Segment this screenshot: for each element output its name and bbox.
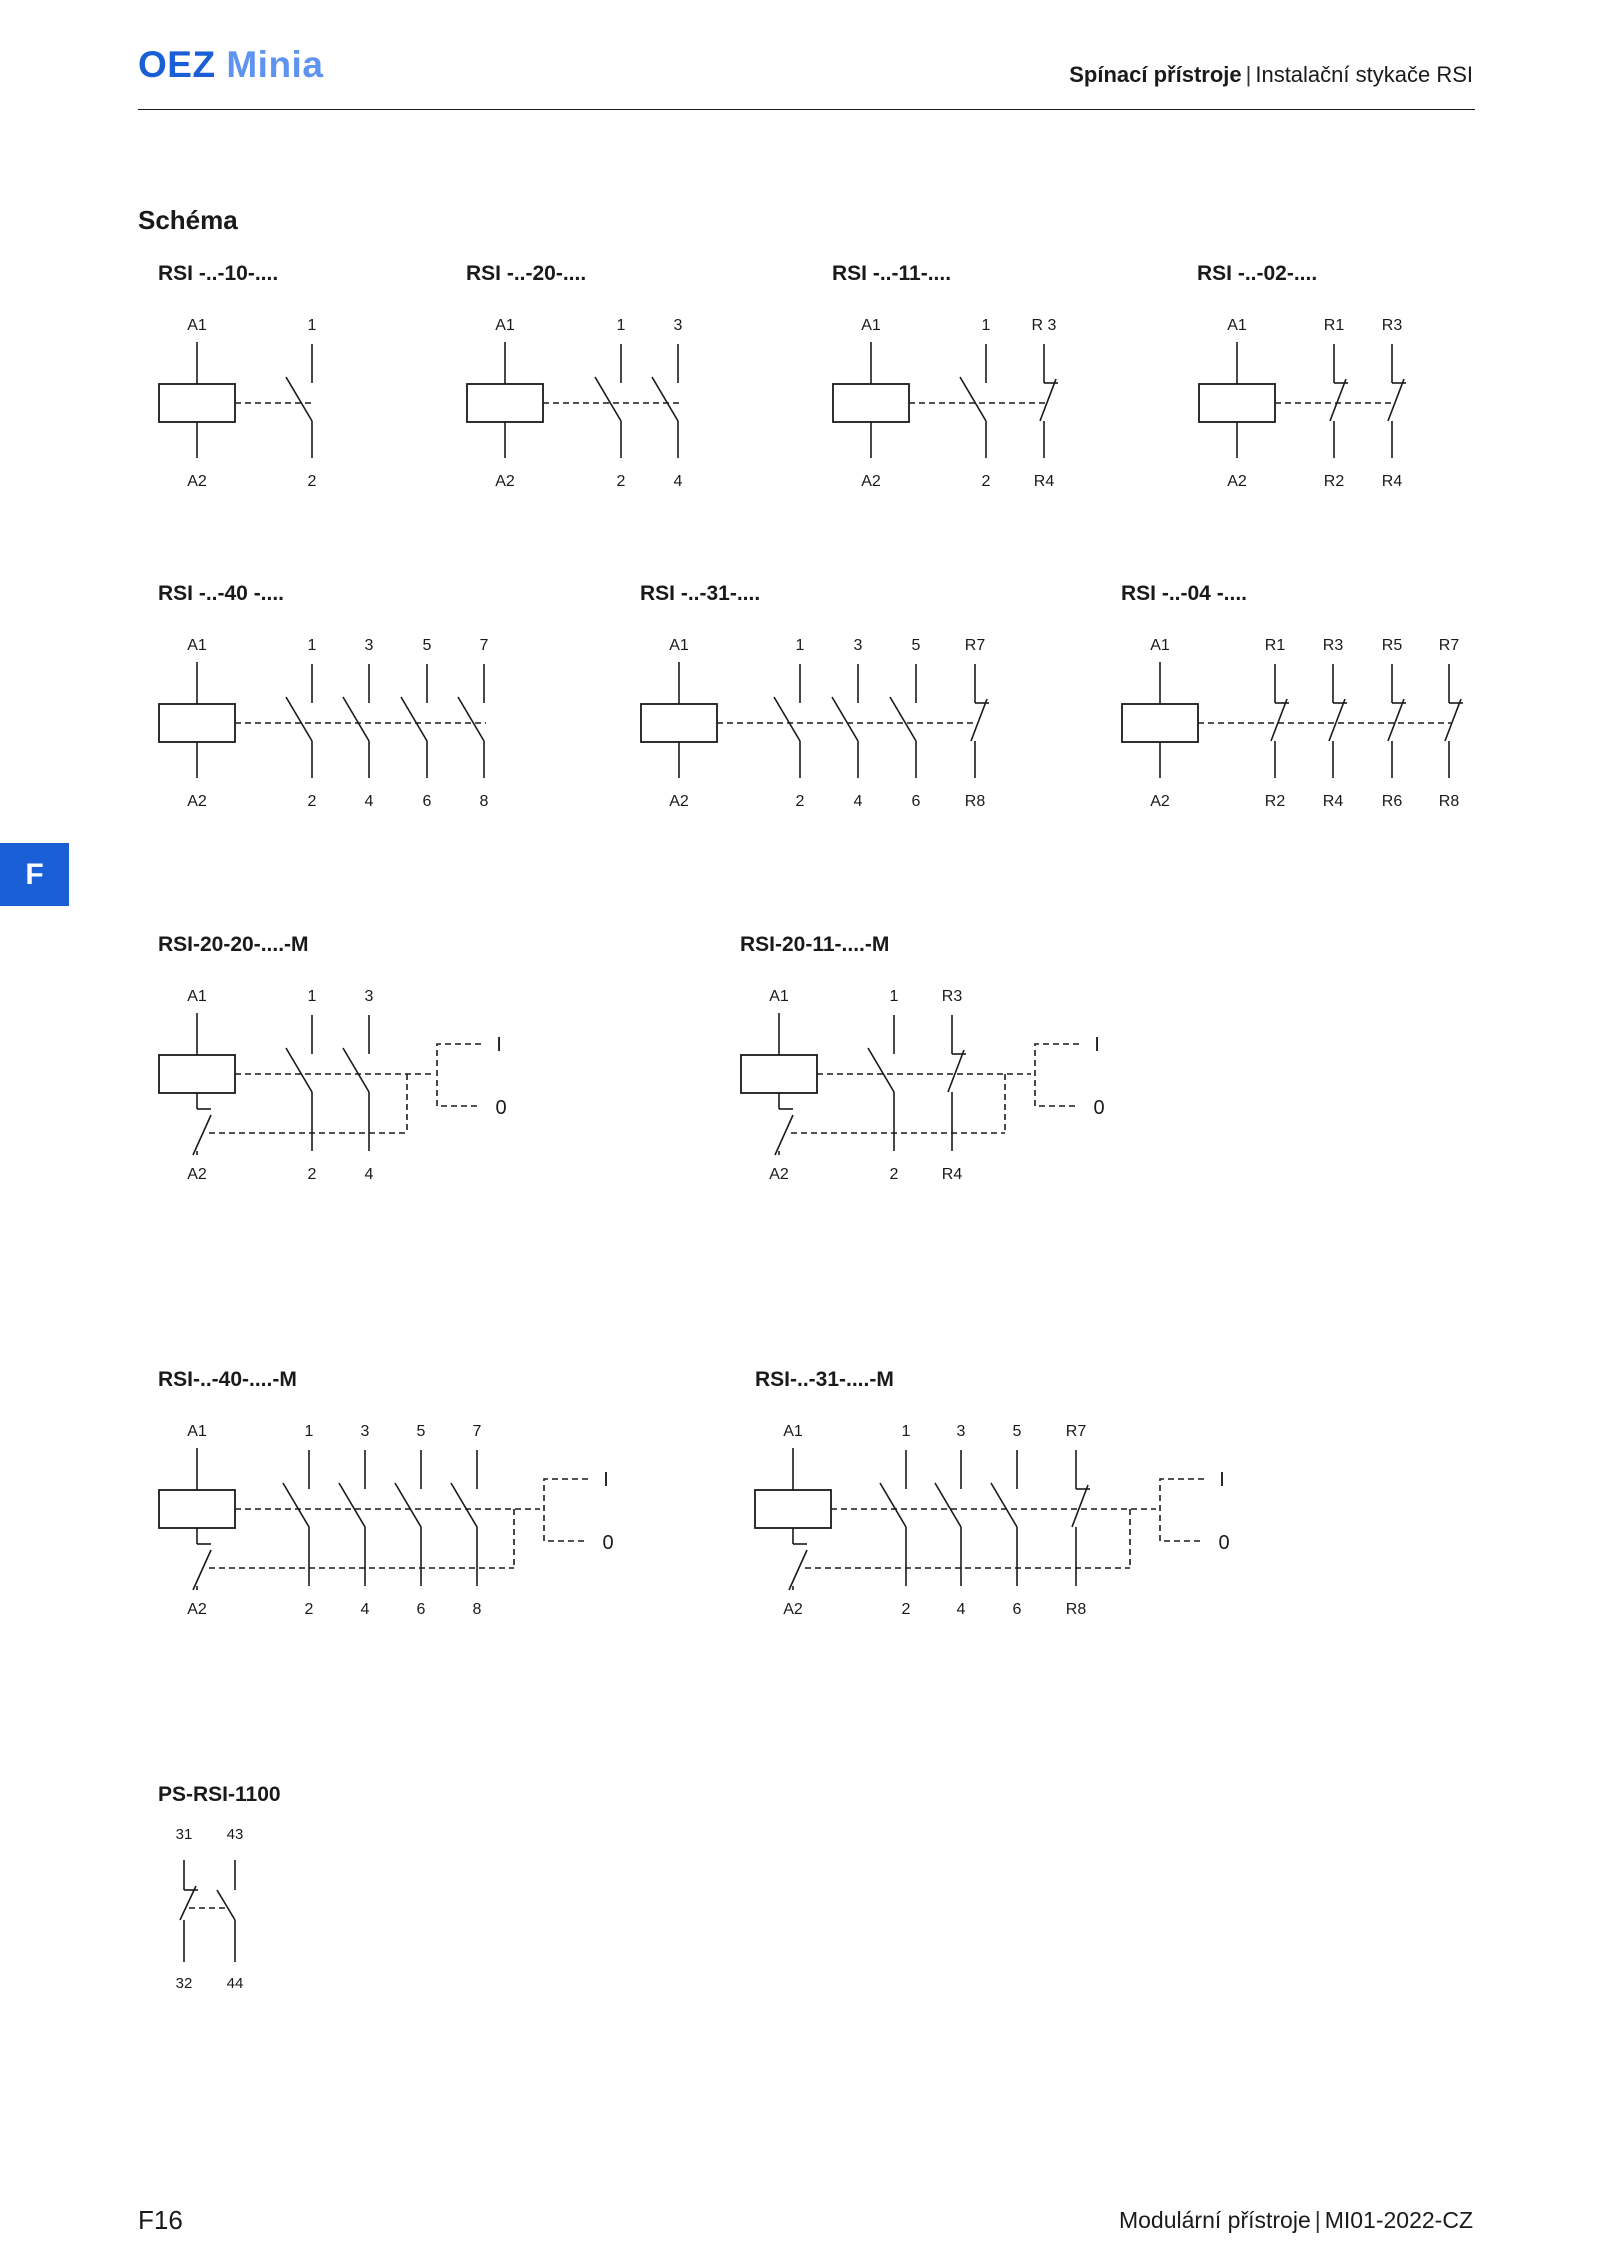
nc-contact-blade — [180, 1886, 196, 1920]
terminal-bottom-label: 2 — [889, 1166, 899, 1183]
terminal-bottom-label: 2 — [901, 1601, 911, 1618]
terminal-top-label: 1 — [616, 317, 626, 334]
manual-switch-bracket — [1035, 1044, 1079, 1106]
terminal-bottom-label: R4 — [1381, 473, 1403, 490]
terminal-top-label: 1 — [795, 637, 805, 654]
no-contact-blade — [286, 697, 312, 741]
diagram-title: RSI -..-20-.... — [466, 262, 587, 285]
coil-rect — [741, 1055, 817, 1093]
coil-terminal-a2: A2 — [187, 1166, 207, 1183]
terminal-bottom-label: 32 — [175, 1975, 193, 1992]
coil-terminal-a2: A2 — [861, 473, 881, 490]
diagram-title: RSI-20-20-....-M — [158, 933, 309, 956]
logo-brand: OEZ — [138, 44, 216, 85]
terminal-bottom-label: 2 — [307, 473, 317, 490]
terminal-bottom-label: 4 — [364, 793, 374, 810]
coil-terminal-a2: A2 — [187, 1601, 207, 1618]
logo-product: Minia — [226, 44, 324, 85]
nc-contact-blade — [1388, 699, 1404, 741]
terminal-top-label: 1 — [981, 317, 991, 334]
coil-terminal-a1: A1 — [495, 317, 515, 334]
manual-on-label: I — [1219, 1469, 1225, 1491]
coil-terminal-a2: A2 — [187, 793, 207, 810]
terminal-top-label: 7 — [479, 637, 489, 654]
aux-blade — [789, 1550, 807, 1590]
no-contact-blade — [652, 377, 678, 421]
coil-rect — [159, 704, 235, 742]
nc-contact-blade — [948, 1050, 964, 1092]
no-contact-blade — [868, 1048, 894, 1092]
manual-switch-bracket — [437, 1044, 481, 1106]
no-contact-blade — [395, 1483, 421, 1527]
terminal-bottom-label: R8 — [964, 793, 986, 810]
no-contact-blade — [343, 1048, 369, 1092]
coil-terminal-a2: A2 — [495, 473, 515, 490]
terminal-bottom-label: 2 — [616, 473, 626, 490]
coil-rect — [159, 1055, 235, 1093]
manual-off-label: 0 — [1218, 1532, 1230, 1554]
terminal-top-label: R7 — [1065, 1423, 1087, 1440]
coil-terminal-a1: A1 — [187, 637, 207, 654]
diagram-2 — [466, 262, 683, 490]
no-contact-blade — [960, 377, 986, 421]
coil-rect — [159, 384, 235, 422]
terminal-bottom-label: 4 — [853, 793, 863, 810]
terminal-bottom-label: R8 — [1438, 793, 1460, 810]
diagram-title: RSI-..-31-....-M — [755, 1368, 894, 1391]
coil-terminal-a2: A2 — [669, 793, 689, 810]
terminal-top-label: 5 — [911, 637, 921, 654]
coil-rect — [159, 1490, 235, 1528]
footer-catalog-code: MI01-2022-CZ — [1324, 2207, 1473, 2233]
diagram-title: RSI -..-02-.... — [1197, 262, 1318, 285]
terminal-bottom-label: 2 — [307, 793, 317, 810]
terminal-top-label: 3 — [673, 317, 683, 334]
diagram-7 — [1121, 582, 1463, 810]
no-contact-blade — [283, 1483, 309, 1527]
aux-blade — [193, 1550, 211, 1590]
terminal-top-label: R7 — [1438, 637, 1460, 654]
nc-contact-blade — [1040, 379, 1056, 421]
terminal-top-label: R7 — [964, 637, 986, 654]
manual-on-label: I — [1094, 1034, 1100, 1056]
coil-rect — [1199, 384, 1275, 422]
header-separator: | — [1245, 62, 1252, 87]
terminal-bottom-label: R4 — [941, 1166, 963, 1183]
manual-switch-bracket — [544, 1479, 588, 1541]
coil-terminal-a1: A1 — [861, 317, 881, 334]
diagram-6 — [640, 582, 989, 810]
terminal-bottom-label: R6 — [1381, 793, 1403, 810]
coil-terminal-a1: A1 — [187, 988, 207, 1005]
no-contact-blade — [880, 1483, 906, 1527]
terminal-top-label: 1 — [889, 988, 899, 1005]
no-contact-blade — [890, 697, 916, 741]
no-contact-blade — [401, 697, 427, 741]
coil-terminal-a2: A2 — [1150, 793, 1170, 810]
section-tab-f[interactable]: F — [0, 843, 69, 906]
terminal-top-label: 31 — [175, 1826, 193, 1843]
coil-terminal-a1: A1 — [1150, 637, 1170, 654]
diagram-11 — [755, 1368, 1230, 1618]
manual-off-label: 0 — [495, 1097, 507, 1119]
terminal-top-label: R3 — [1322, 637, 1344, 654]
terminal-bottom-label: R2 — [1264, 793, 1286, 810]
no-contact-blade — [935, 1483, 961, 1527]
no-contact-blade — [286, 377, 312, 421]
terminal-top-label: 1 — [307, 988, 317, 1005]
no-contact-blade — [217, 1890, 235, 1920]
diagram-8 — [158, 933, 507, 1183]
diagram-10 — [158, 1368, 614, 1618]
terminal-bottom-label: 4 — [360, 1601, 370, 1618]
diagram-12 — [158, 1783, 281, 1992]
diagram-title: RSI-..-40-....-M — [158, 1368, 297, 1391]
terminal-top-label: 1 — [901, 1423, 911, 1440]
terminal-top-label: 7 — [472, 1423, 482, 1440]
terminal-top-label: 1 — [307, 317, 317, 334]
terminal-bottom-label: 6 — [416, 1601, 426, 1618]
footer-catalog — [1119, 2207, 1473, 2234]
terminal-top-label: R 3 — [1031, 317, 1057, 334]
coil-rect — [833, 384, 909, 422]
nc-contact-blade — [1072, 1485, 1088, 1527]
manual-off-label: 0 — [1093, 1097, 1105, 1119]
coil-rect — [755, 1490, 831, 1528]
terminal-bottom-label: R4 — [1322, 793, 1344, 810]
terminal-top-label: 3 — [360, 1423, 370, 1440]
terminal-bottom-label: 4 — [956, 1601, 966, 1618]
coil-rect — [467, 384, 543, 422]
diagram-title: RSI -..-04 -.... — [1121, 582, 1248, 605]
terminal-bottom-label: 2 — [304, 1601, 314, 1618]
aux-blade — [775, 1115, 793, 1155]
coil-terminal-a1: A1 — [783, 1423, 803, 1440]
terminal-bottom-label: R8 — [1065, 1601, 1087, 1618]
terminal-top-label: 5 — [416, 1423, 426, 1440]
no-contact-blade — [343, 697, 369, 741]
diagram-title: RSI -..-31-.... — [640, 582, 761, 605]
diagram-5 — [158, 582, 489, 810]
manual-on-label: I — [496, 1034, 502, 1056]
terminal-bottom-label: 2 — [981, 473, 991, 490]
diagram-9 — [740, 933, 1105, 1183]
nc-contact-blade — [1388, 379, 1404, 421]
terminal-bottom-label: R4 — [1033, 473, 1055, 490]
coil-terminal-a2: A2 — [187, 473, 207, 490]
terminal-bottom-label: 6 — [911, 793, 921, 810]
terminal-bottom-label: 6 — [1012, 1601, 1022, 1618]
header-subcategory: Instalační stykače RSI — [1255, 62, 1473, 87]
terminal-bottom-label: 6 — [422, 793, 432, 810]
nc-contact-blade — [1330, 379, 1346, 421]
nc-contact-blade — [1445, 699, 1461, 741]
aux-blade — [193, 1115, 211, 1155]
coil-terminal-a1: A1 — [769, 988, 789, 1005]
coil-terminal-a2: A2 — [769, 1166, 789, 1183]
page-number: F16 — [138, 2205, 183, 2235]
no-contact-blade — [339, 1483, 365, 1527]
terminal-bottom-label: 2 — [307, 1166, 317, 1183]
footer-catalog-name: Modulární přístroje — [1118, 2207, 1311, 2233]
terminal-top-label: 3 — [364, 637, 374, 654]
coil-terminal-a2: A2 — [1227, 473, 1247, 490]
diagram-title: RSI -..-11-.... — [832, 262, 952, 285]
terminal-bottom-label: 2 — [795, 793, 805, 810]
terminal-bottom-label: 8 — [479, 793, 489, 810]
coil-terminal-a1: A1 — [187, 317, 207, 334]
terminal-bottom-label: 8 — [472, 1601, 482, 1618]
section-title: Schéma — [138, 205, 238, 235]
terminal-top-label: 3 — [853, 637, 863, 654]
diagram-title: PS-RSI-1100 — [158, 1783, 281, 1806]
no-contact-blade — [458, 697, 484, 741]
terminal-bottom-label: 44 — [226, 1975, 244, 1992]
no-contact-blade — [286, 1048, 312, 1092]
diagram-title: RSI-20-11-....-M — [740, 933, 890, 956]
terminal-top-label: R3 — [941, 988, 963, 1005]
no-contact-blade — [595, 377, 621, 421]
diagram-1 — [158, 262, 317, 490]
no-contact-blade — [451, 1483, 477, 1527]
coil-terminal-a1: A1 — [187, 1423, 207, 1440]
terminal-top-label: 5 — [1012, 1423, 1022, 1440]
manual-on-label: I — [603, 1469, 609, 1491]
no-contact-blade — [774, 697, 800, 741]
diagram-title: RSI -..-10-.... — [158, 262, 279, 285]
diagram-3 — [832, 262, 1058, 490]
diagram-4 — [1197, 262, 1406, 490]
terminal-top-label: R3 — [1381, 317, 1403, 334]
no-contact-blade — [991, 1483, 1017, 1527]
terminal-top-label: 1 — [304, 1423, 314, 1440]
nc-contact-blade — [1329, 699, 1345, 741]
nc-contact-blade — [971, 699, 987, 741]
terminal-top-label: 43 — [226, 1826, 244, 1843]
terminal-bottom-label: R2 — [1323, 473, 1345, 490]
coil-terminal-a2: A2 — [783, 1601, 803, 1618]
terminal-top-label: 1 — [307, 637, 317, 654]
terminal-top-label: R1 — [1323, 317, 1345, 334]
terminal-bottom-label: 4 — [673, 473, 683, 490]
header-category: Spínací přístroje — [1069, 62, 1242, 87]
coil-rect — [641, 704, 717, 742]
footer-separator: | — [1314, 2207, 1321, 2233]
terminal-top-label: 3 — [364, 988, 374, 1005]
diagram-title: RSI -..-40 -.... — [158, 582, 285, 605]
coil-terminal-a1: A1 — [669, 637, 689, 654]
terminal-top-label: 5 — [422, 637, 432, 654]
terminal-bottom-label: 4 — [364, 1166, 374, 1183]
terminal-top-label: 3 — [956, 1423, 966, 1440]
coil-rect — [1122, 704, 1198, 742]
manual-off-label: 0 — [602, 1532, 614, 1554]
nc-contact-blade — [1271, 699, 1287, 741]
manual-switch-bracket — [1160, 1479, 1204, 1541]
terminal-top-label: R5 — [1381, 637, 1403, 654]
no-contact-blade — [832, 697, 858, 741]
coil-terminal-a1: A1 — [1227, 317, 1247, 334]
terminal-top-label: R1 — [1264, 637, 1286, 654]
